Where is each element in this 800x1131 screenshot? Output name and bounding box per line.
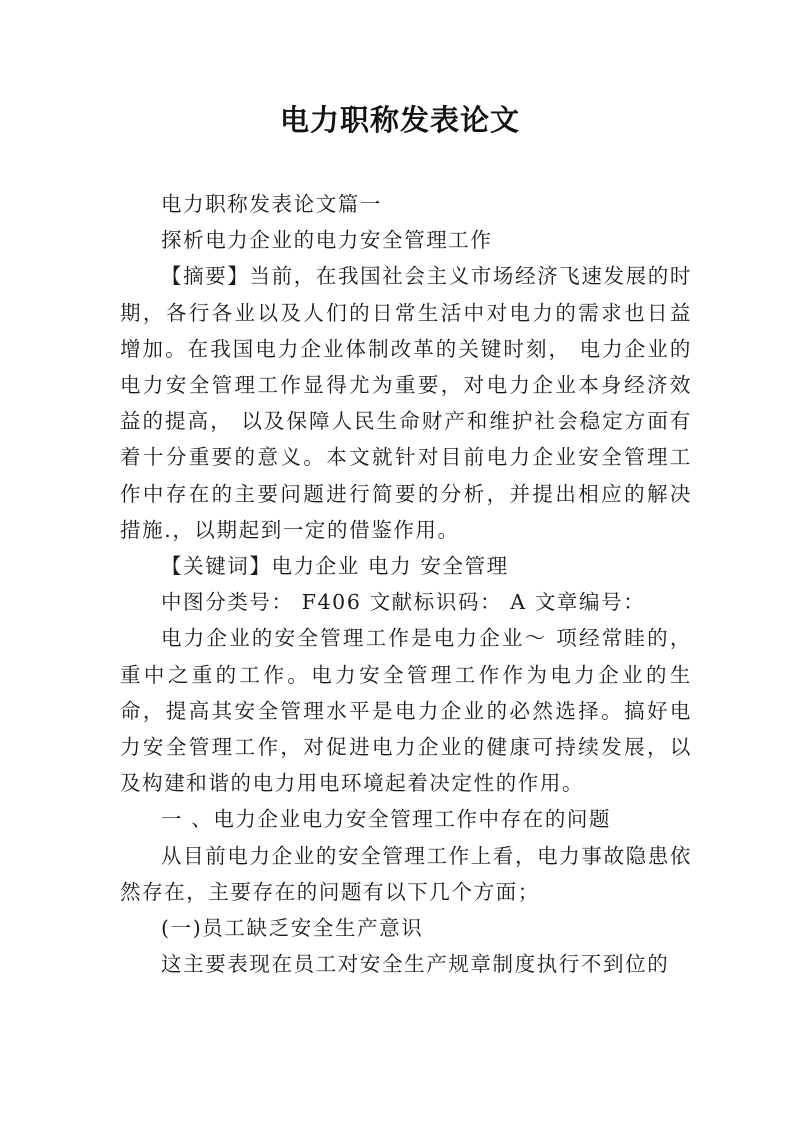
abstract-paragraph: 【摘要】当前，在我国社会主义市场经济飞速发展的时期，各行各业以及人们的日常生活中对电力的需求也日益增加。在我国电力企业体制改革的关键时刻， 电力企业的电力安全管理工作显得尤为重要，对电力企业本身经济效益的提高， 以及保障人民生命财产和维护社会稳定方面有着十分重要的意义。本文就针对目前电力企业安全管理工作中存在的主要问题进行简要的分析，并提出相应的解决措施.，以期起到一定的借鉴作用。 (120, 264, 692, 542)
article-title: 探析电力企业的电力安全管理工作 (161, 228, 493, 253)
keywords-line: 【关键词】电力企业 电力 安全管理 (161, 554, 509, 579)
body-paragraph: 这主要表现在员工对安全生产规章制度执行不到位的 (161, 952, 670, 977)
section-heading: 电力职称发表论文篇一 (161, 192, 382, 216)
body-paragraph: 从目前电力企业的安全管理工作上看，电力事故隐患依然存在，主要存在的问题有以下几个方面； (120, 843, 692, 904)
document-title: 电力职称发表论文 (279, 103, 520, 137)
intro-paragraph: 电力企业的安全管理工作是电力企业～ 项经常眭的，重中之重的工作。电力安全管理工作作为电力企业的生命，提高其安全管理水平是电力企业的必然选择。搞好电力安全管理工作，对促进电力企业的健康可持续发展，以及构建和谐的电力用电环境起着决定性的作用。 (120, 626, 692, 796)
subsection-heading: 一 、电力企业电力安全管理工作中存在的问题 (161, 807, 612, 832)
list-heading: (一)员工缺乏安全生产意识 (161, 916, 424, 941)
document-body (120, 186, 692, 982)
classification-line: 中图分类号： F406 文献标识码： A 文章编号： (161, 590, 646, 615)
